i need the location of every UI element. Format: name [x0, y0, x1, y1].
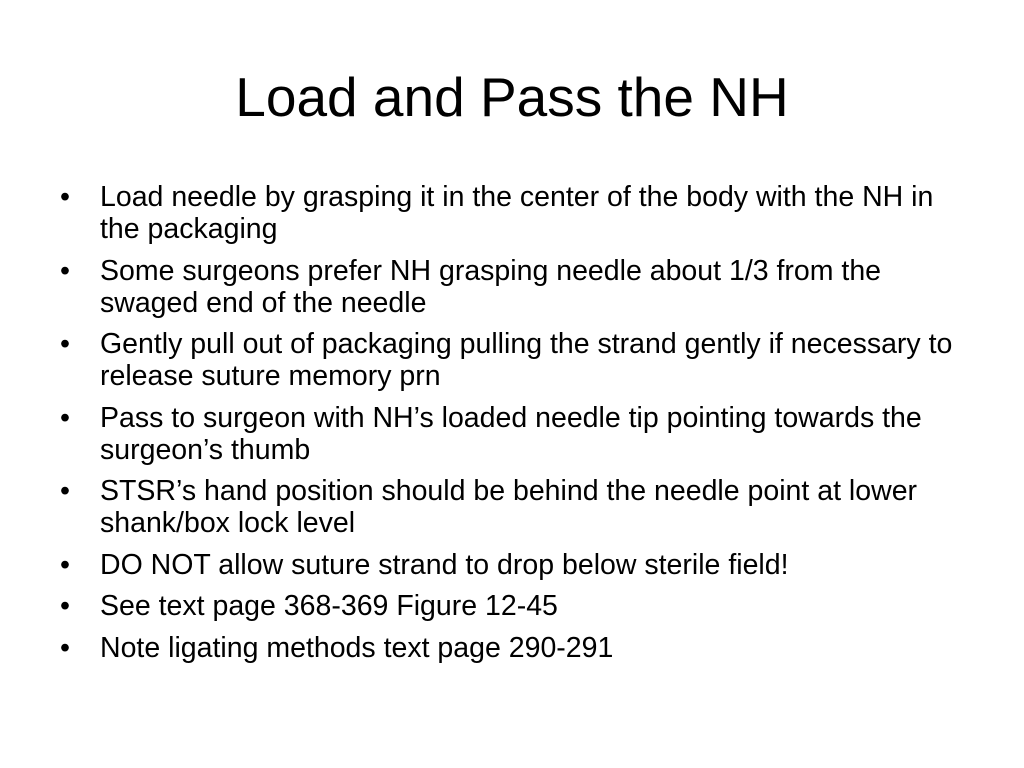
bullet-list — [58, 181, 978, 673]
bullet-text: Gently pull out of packaging pulling the strand gently if necessary to release suture memory prn — [100, 328, 953, 392]
bullet-icon: • — [60, 475, 70, 507]
bullet-icon: • — [60, 590, 70, 622]
bullet-text: Note ligating methods text page 290-291 — [100, 631, 614, 664]
bullet-icon: • — [60, 401, 70, 434]
bullet-item — [58, 549, 978, 581]
bullet-item — [58, 632, 978, 664]
bullet-item — [58, 402, 978, 466]
bullet-item — [58, 475, 978, 539]
bullet-icon: • — [60, 631, 70, 664]
bullet-icon: • — [60, 254, 70, 287]
bullet-item — [58, 255, 978, 319]
bullet-text: Load needle by grasping it in the center of the body with the NH in the packaging — [100, 181, 934, 245]
bullet-icon: • — [60, 181, 70, 213]
bullet-text: See text page 368-369 Figure 12-45 — [100, 590, 558, 622]
bullet-item — [58, 181, 978, 245]
bullet-text: STSR’s hand position should be behind the needle point at lower shank/box lock level — [100, 475, 918, 539]
bullet-text: DO NOT allow suture strand to drop below sterile field! — [100, 548, 789, 581]
slide-title: Load and Pass the NH — [235, 66, 789, 128]
bullet-text: Pass to surgeon with NH’s loaded needle tip pointing towards the surgeon’s thumb — [100, 401, 922, 466]
bullet-text: Some surgeons prefer NH grasping needle about 1/3 from the swaged end of the needle — [100, 254, 882, 319]
bullet-item — [58, 328, 978, 392]
bullet-icon: • — [60, 328, 70, 360]
bullet-item — [58, 590, 978, 622]
bullet-icon: • — [60, 548, 70, 581]
